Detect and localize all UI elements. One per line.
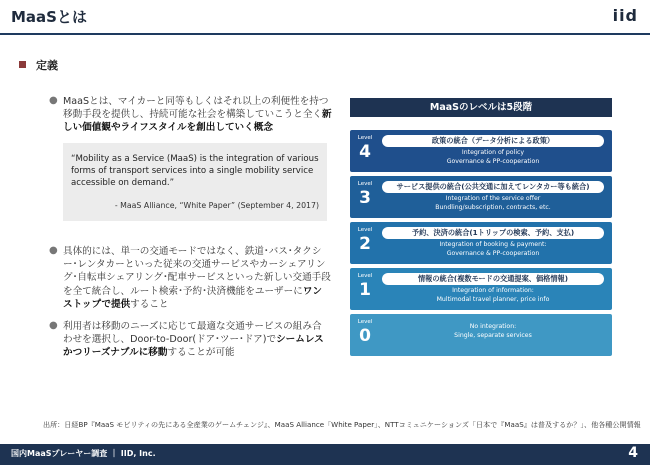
benefit-paragraph: 利用者は移動のニーズに応じて最適な交通サービスの組み合わせを選択し、Door-to-Door(ドア･ツー･ドア)でシームレスかつリーズナブルに移動することが可能 (63, 321, 324, 359)
tier-title: 情報の統合(複数モードの交通提案、価格情報) (382, 273, 604, 285)
company-logo: iid (612, 6, 638, 25)
level-tier (350, 176, 612, 218)
level-badge: Level 0 (357, 319, 373, 346)
level-badge: Level 3 (357, 181, 373, 208)
level-tier (350, 222, 612, 264)
tier-description: Integration of the service offer Bundling/subscription, contracts, etc. (435, 195, 551, 211)
tier-title: 予約、決済の統合(1トリップの検索、予約、支払) (382, 227, 604, 239)
definition-paragraph: MaaSとは、マイカーと同等もしくはそれ以上の利便性を持つ移動手段を提供し、持続可能な社会を構築していこうと全く新しい価値観やライフスタイルを創出していく概念 (63, 96, 332, 134)
footer-bar (0, 444, 650, 465)
level-tier (350, 314, 612, 356)
tier-description: Integration of booking & payment: Governance & PP-cooperation (439, 241, 547, 257)
section-marker (19, 61, 26, 68)
page-title: MaaSとは (11, 8, 87, 26)
header-divider (0, 33, 650, 35)
level-tier (350, 130, 612, 172)
source-note: 出所：日経BP『MaaS モビリティの先にある全産業のゲームチェンジ』、MaaS Alliance「White Paper」、NTTコミュニケーションズ「日本で『MaaS』は普及するか？」、他各種公開情報 (43, 420, 641, 429)
tier-title: サービス提供の統合(公共交通に加えてレンタカー等も統合) (382, 181, 604, 193)
tier-title: 政策の統合（データ分析による政策） (382, 135, 604, 147)
level-badge: Level 4 (357, 135, 373, 162)
detail-paragraph: 具体的には、単一の交通モードではなく、鉄道･バス･タクシー･レンタカーといった従来の交通サービスやカーシェアリング･自転車シェアリング･配車サービスといった新しい交通手段を全て統合し、ルート検索･予約･決済機能をユーザーにワンストップで提供すること (63, 246, 331, 310)
diagram-title: MaaSのレベルは5段階 (350, 98, 612, 117)
quote-box (63, 143, 327, 221)
bullet-dot: ● (49, 95, 58, 106)
quote-text: “Mobility as a Service (MaaS) is the integration of various forms of transport services into a single mobility service accessible on demand.” (71, 154, 319, 188)
quote-source: - MaaS Alliance, “White Paper” (September 4, 2017) (114, 201, 319, 210)
tier-description: No integration: Single, separate services (454, 323, 532, 339)
bullet-dot: ● (49, 245, 58, 256)
footer-text: 国内MaaSプレーヤー調査 ｜ IID, Inc. (11, 449, 156, 458)
page-number: 4 (628, 445, 638, 461)
level-badge: Level 2 (357, 227, 373, 254)
maas-levels-diagram (350, 98, 612, 356)
section-title: 定義 (36, 59, 58, 72)
level-tier (350, 268, 612, 310)
tier-description: Integration of information: Multimodal travel planner, price info (436, 287, 550, 303)
tier-description: Integration of policy Governance & PP-cooperation (446, 149, 540, 165)
level-badge: Level 1 (357, 273, 373, 300)
bullet-dot: ● (49, 320, 58, 331)
